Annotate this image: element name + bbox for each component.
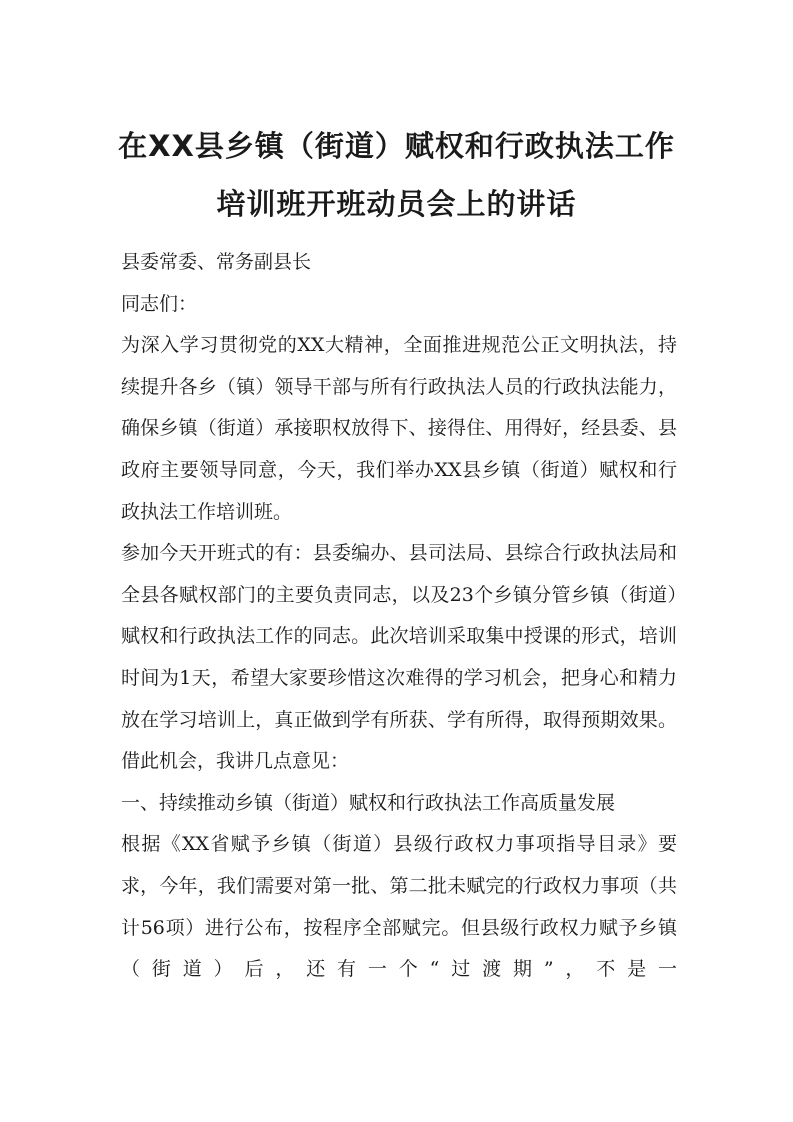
- title-line-1: 在XX县乡镇（街道）赋权和行政执法工作: [118, 129, 675, 163]
- paragraph-attendees: 参加今天开班式的有：县委编办、县司法局、县综合行政执法局和全县各赋权部门的主要负责同志，以及23个乡镇分管乡镇（街道）赋权和行政执法工作的同志。此次培训采取集中授课的形式，培训时间为1天，希望大家要珍惜这次难得的学习机会，把身心和精力放在学习培训上，真正做到学有所获、学有所得，取得预期效果。借此机会，我讲几点意见：: [121, 542, 677, 773]
- salutation: 同志们：: [121, 292, 198, 315]
- paragraph-section-1: 根据《XX省赋予乡镇（街道）县级行政权力事项指导目录》要求，今年，我们需要对第一批、第二批未赋完的行政权力事项（共计56项）进行公布，按程序全部赋完。但县级行政权力赋予乡镇（街道）后，还有一个“过渡期”，不是一: [121, 833, 677, 981]
- paragraph-intro: 为深入学习贯彻党的XX大精神，全面推进规范公正文明执法，持续提升各乡（镇）领导干部与所有行政执法人员的行政执法能力，确保乡镇（街道）承接职权放得下、接得住、用得好，经县委、县政府主要领导同意，今天，我们举办XX县乡镇（街道）赋权和行政执法工作培训班。: [121, 334, 677, 523]
- document-body: [121, 242, 677, 991]
- section-heading-1: 一、持续推动乡镇（街道）赋权和行政执法工作高质量发展: [121, 791, 616, 814]
- title-line-2: 培训班开班动员会上的讲话: [216, 187, 577, 221]
- document-title: [100, 117, 693, 233]
- speaker-line: 县委常委、常务副县长: [121, 251, 312, 273]
